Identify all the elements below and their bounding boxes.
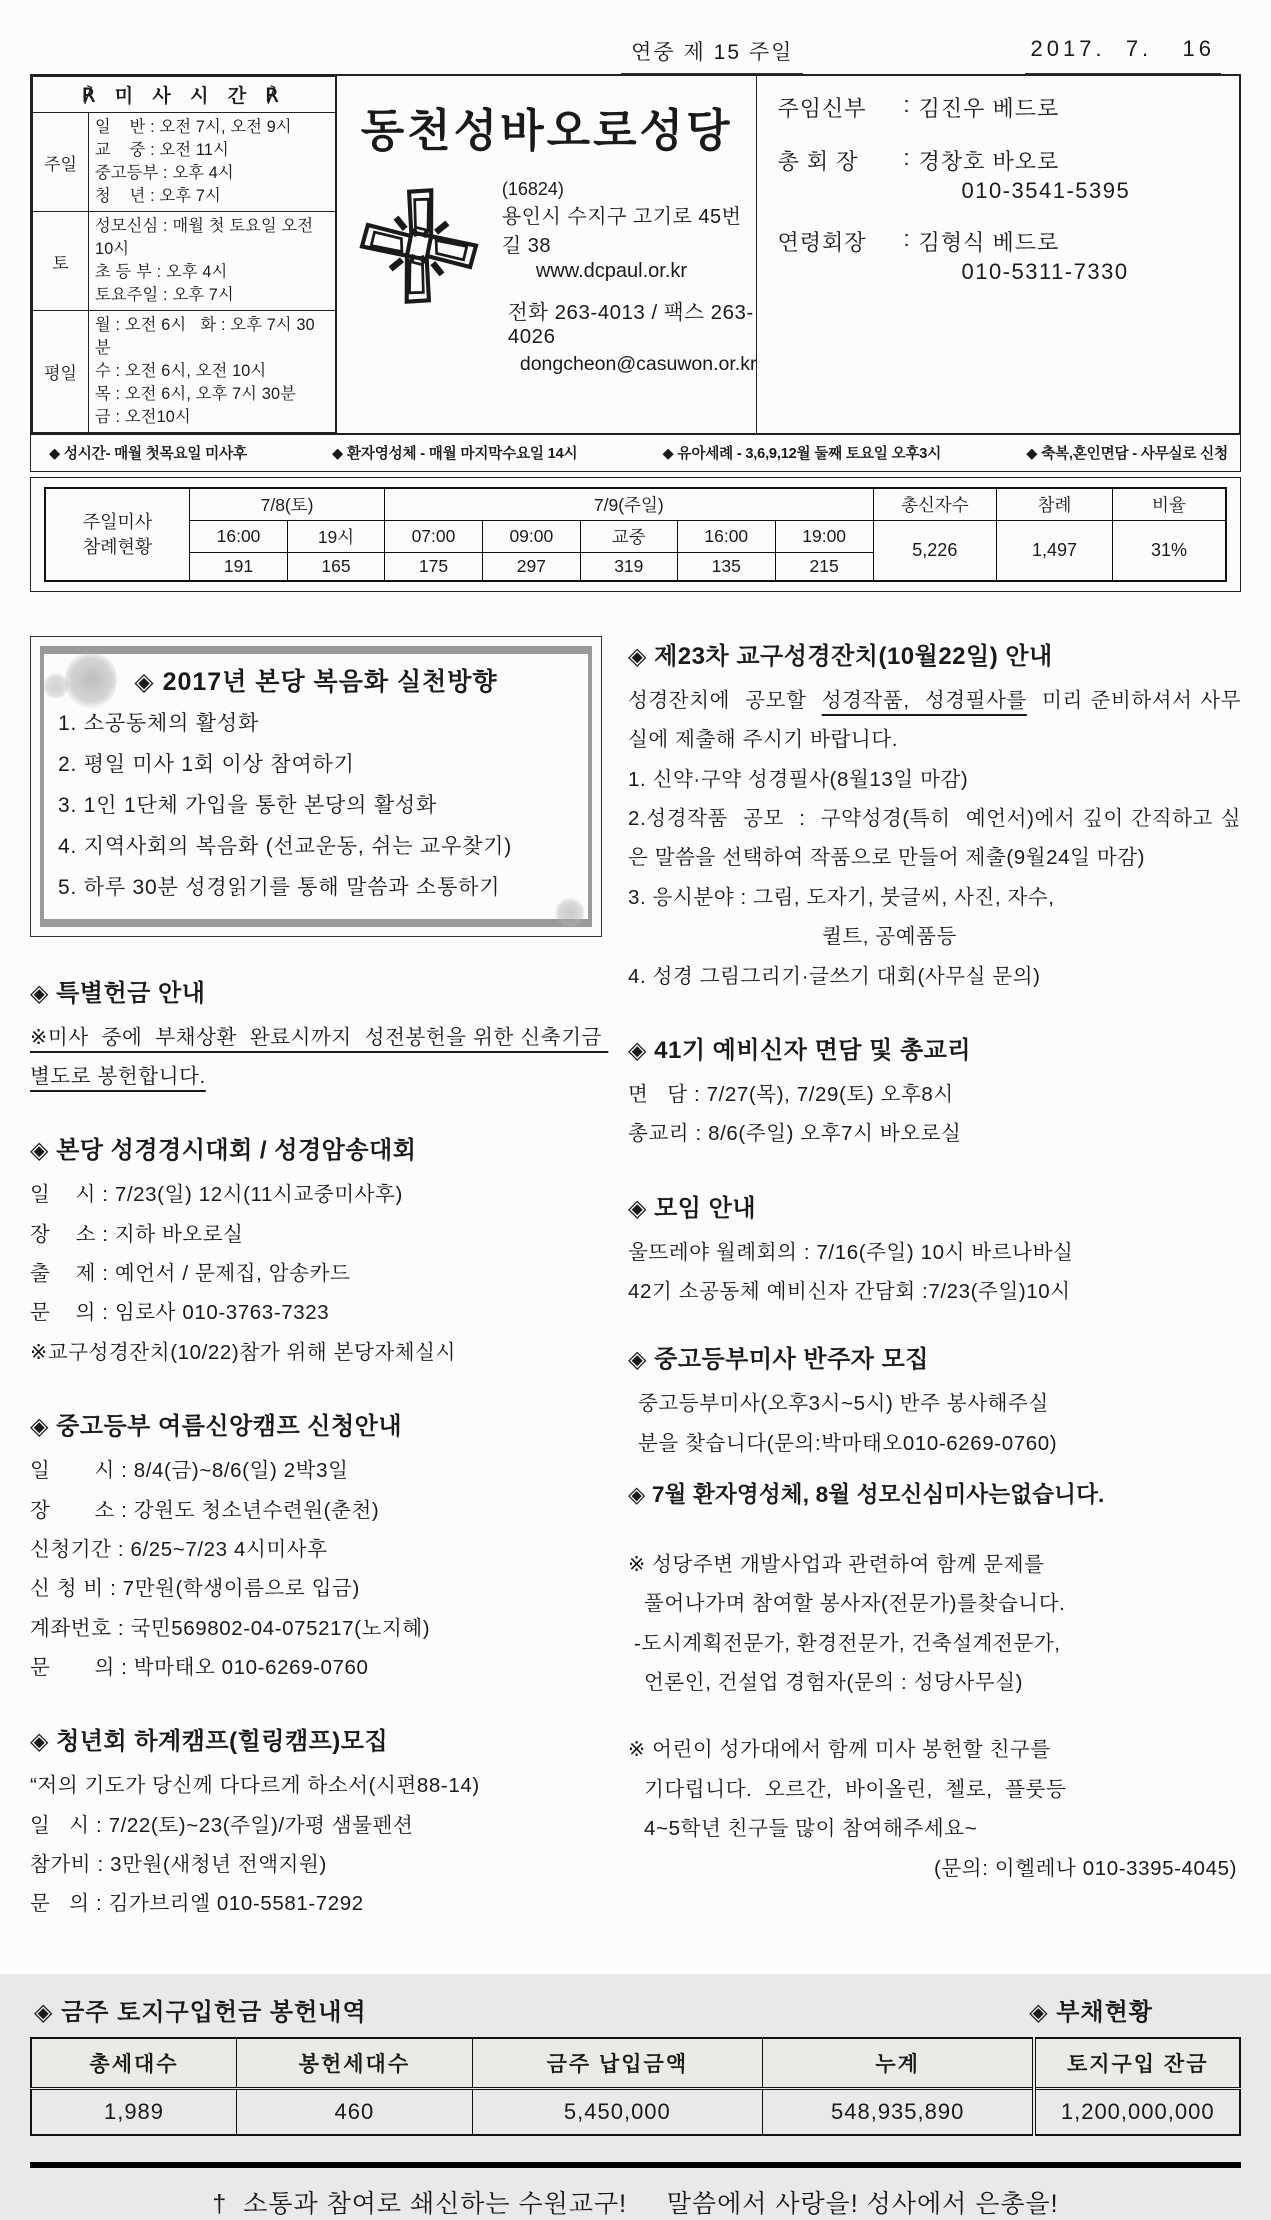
scan-artifact bbox=[43, 673, 69, 699]
masthead bbox=[30, 30, 1241, 74]
section-title: ◈ 청년회 하계캠프(힐링캠프)모집 bbox=[30, 1728, 389, 1756]
detail-line: “저의 기도가 당신께 다다르게 하소서(시편88-14) bbox=[30, 1774, 480, 1798]
section-diocese-bible-festival bbox=[628, 636, 1241, 996]
detail-line: 기다립니다. 오르간, 바이올린, 첼로, 플룻등 bbox=[644, 1777, 1067, 1801]
detail-line: -도시계획전문가, 환경전문가, 건축설계전문가, bbox=[634, 1631, 1061, 1655]
church-contact-info bbox=[502, 169, 757, 376]
section-title: ◈ 특별헌금 안내 bbox=[30, 979, 206, 1007]
mass-count: 165 bbox=[287, 553, 384, 582]
mass-time: 19:00 bbox=[775, 521, 873, 553]
fund-col-cumulative: 누계 bbox=[762, 2038, 1034, 2089]
staff-panel bbox=[757, 76, 1239, 433]
detail-line: 계좌번호 : 국민569802-04-075217(노지혜) bbox=[30, 1616, 431, 1640]
church-email: dongcheon@casuwon.or.kr bbox=[519, 353, 757, 375]
attendance-group-sat: 7/8(토) bbox=[190, 488, 385, 521]
attendance-group-sun: 7/9(주일) bbox=[385, 488, 874, 521]
section-title: ◈ 41기 예비신자 면담 및 총교리 bbox=[628, 1036, 972, 1064]
mass-time: 19시 bbox=[287, 521, 384, 553]
mass-count: 215 bbox=[775, 553, 873, 582]
mass-line: 금 : 오전10시 bbox=[95, 408, 191, 426]
mass-times-table bbox=[32, 76, 336, 433]
detail-line: 2.성경작품 공모 : 구약성경(특히 예언서)에서 깊이 간직하고 싶은 말씀을 선택하여 작품으로 만들어 제출(9월24일 마감) bbox=[628, 807, 1241, 870]
staff-role: 총 회 장 bbox=[777, 149, 859, 174]
fund-col-week-amount: 금주 납입금액 bbox=[472, 2038, 762, 2089]
staff-colon: : bbox=[903, 145, 911, 170]
mass-saturday-times bbox=[89, 212, 336, 311]
mass-line: 성모신심 : 매월 첫 토요일 오전 10시 bbox=[95, 217, 318, 258]
notice-item: ◆ 환자영성체 - 매월 마지막수요일 14시 bbox=[332, 446, 578, 462]
detail-line: 3. 응시분야 : 그림, 도자기, 붓글씨, 사진, 자수, bbox=[628, 885, 1055, 909]
notice-item: ◆ 축복,혼인면담 - 사무실로 신청 bbox=[1026, 446, 1228, 462]
detail-line: 퀼트, 공예품등 bbox=[821, 925, 957, 949]
attendance-table bbox=[44, 487, 1227, 582]
footer-rule bbox=[30, 2162, 1241, 2168]
mass-day-sunday: 주일 bbox=[33, 113, 89, 212]
mass-count: 135 bbox=[677, 553, 775, 582]
detail-line: 총교리 : 8/6(주일) 오후7시 바오로실 bbox=[628, 1122, 962, 1146]
detail-line: 문 의 : 김가브리엘 010-5581-7292 bbox=[30, 1892, 364, 1916]
mass-count: 175 bbox=[385, 553, 483, 582]
mass-line: 교 중 : 오전 11시 bbox=[95, 141, 229, 159]
staff-colon: : bbox=[903, 226, 911, 251]
mass-line: 청 년 : 오후 7시 bbox=[95, 187, 221, 205]
fund-col-households: 총세대수 bbox=[31, 2038, 237, 2089]
church-phone-fax: 전화 263-4013 / 팩스 263-4026 bbox=[507, 301, 754, 348]
liturgical-season: 연중 제 15 주일 bbox=[621, 36, 803, 74]
staff-role: 주임신부 bbox=[777, 96, 867, 121]
mass-line: 목 : 오전 6시, 오후 7시 30분 bbox=[95, 385, 297, 403]
special-offering-body: ※미사 중에 부채상환 완료시까지 성전봉헌을 위한 신축기금 별도로 봉헌합니다. bbox=[30, 1025, 609, 1089]
left-column bbox=[30, 636, 609, 1952]
detail-line: 일 시 : 7/23(일) 12시(11시교중미사후) bbox=[30, 1183, 403, 1207]
staff-name: 경창호 바오로 bbox=[918, 149, 1060, 174]
mass-times-panel bbox=[32, 76, 337, 433]
staff-colon: : bbox=[903, 92, 911, 117]
church-name: 동천성바오로성당 bbox=[360, 105, 733, 156]
no-mass-title: ◈ 7월 환자영성체, 8월 성모신심미사는없습니다. bbox=[628, 1482, 1105, 1508]
detail-line: 문 의 : 박마태오 010-6269-0760 bbox=[30, 1656, 369, 1679]
evangelization-item: 1. 소공동체의 활성화 bbox=[58, 712, 260, 735]
detail-line: ※ 어린이 성가대에서 함께 미사 봉헌할 친구를 bbox=[628, 1738, 1051, 1762]
detail-line: ※교구성경잔치(10/22)참가 위해 본당자체실시 bbox=[30, 1340, 456, 1364]
footer-slogan: † 소통과 참여로 쇄신하는 수원교구! 말씀에서 사랑을! 성사에서 은총을! bbox=[212, 2189, 1059, 2218]
detail-line: 참가비 : 3만원(새청년 전액지원) bbox=[30, 1853, 327, 1877]
detail-line: 42기 소공동체 예비신자 간담회 :7/23(주일)10시 bbox=[628, 1279, 1071, 1303]
section-title: ◈ 제23차 교구성경잔치(10월22일) 안내 bbox=[628, 643, 1053, 670]
mass-line: 일 반 : 오전 7시, 오전 9시 bbox=[95, 118, 292, 136]
fund-value-week-amount: 5,450,000 bbox=[472, 2088, 762, 2135]
festival-paragraph: 성경잔치에 공모할 성경작품, 성경필사를 미리 준비하셔서 사무실에 제출해 주시기 바랍니다. bbox=[628, 689, 1242, 752]
section-young-adult-camp bbox=[30, 1721, 602, 1923]
mass-count: 191 bbox=[190, 553, 288, 582]
postal-code: (16824) bbox=[501, 179, 564, 199]
section-youth-camp bbox=[30, 1406, 602, 1687]
detail-line: 4. 성경 그림그리기·글쓰기 대회(사무실 문의) bbox=[628, 964, 1041, 988]
mass-time: 16:00 bbox=[190, 521, 288, 553]
fund-value-households: 1,989 bbox=[31, 2088, 237, 2135]
section-special-offering bbox=[30, 973, 609, 1097]
scan-artifact bbox=[65, 651, 117, 709]
staff-entry-chair bbox=[777, 145, 1223, 204]
detail-line: 신 청 비 : 7만원(학생이름으로 입금) bbox=[30, 1577, 360, 1601]
col-total-members: 총신자수 bbox=[873, 488, 996, 521]
fund-value-donating-households: 460 bbox=[237, 2088, 473, 2135]
mass-weekday-times bbox=[89, 311, 336, 433]
section-evangelization bbox=[30, 636, 602, 937]
detail-line: 문 의 : 임로사 010-3763-7323 bbox=[30, 1301, 330, 1325]
notice-item: ◆ 성시간- 매월 첫목요일 미사후 bbox=[49, 446, 247, 462]
fund-col-donating-households: 봉헌세대수 bbox=[237, 2038, 473, 2089]
attendance-value: 1,497 bbox=[997, 521, 1113, 582]
church-address: 용인시 수지구 고기로 45번길 38 bbox=[501, 206, 742, 257]
detail-line: 중고등부미사(오후3시~5시) 반주 봉사해주실 bbox=[638, 1392, 1049, 1416]
total-members-value: 5,226 bbox=[873, 521, 996, 582]
attendance-panel bbox=[30, 477, 1241, 592]
ratio-value: 31% bbox=[1112, 521, 1226, 582]
section-bible-contest bbox=[30, 1130, 602, 1372]
col-ratio: 비율 bbox=[1112, 488, 1226, 521]
notice-item: ◆ 유아세례 - 3,6,9,12월 둘째 토요일 오후3시 bbox=[662, 446, 942, 462]
staff-name: 김진우 베드로 bbox=[918, 96, 1060, 121]
church-website: www.dcpaul.or.kr bbox=[535, 260, 688, 282]
fund-value-land-balance: 1,200,000,000 bbox=[1034, 2088, 1240, 2135]
detail-line: 출 제 : 예언서 / 문제집, 암송카드 bbox=[30, 1262, 351, 1286]
body-columns bbox=[30, 636, 1241, 1952]
detail-line: 신청기간 : 6/25~7/23 4시미사후 bbox=[30, 1537, 328, 1561]
section-title: ◈ 중고등부 여름신앙캠프 신청안내 bbox=[30, 1413, 403, 1441]
evangelization-item: 3. 1인 1단체 가입을 통한 본당의 활성화 bbox=[58, 793, 438, 817]
detail-line: 울뜨레야 월례회의 : 7/16(주일) 10시 바르나바실 bbox=[628, 1240, 1074, 1264]
mass-count: 297 bbox=[482, 553, 580, 582]
staff-role: 연령회장 bbox=[777, 230, 867, 255]
notice-strip bbox=[30, 435, 1241, 472]
scan-artifact bbox=[555, 898, 585, 928]
detail-line: 4~5학년 친구들 많이 참여해주세요~ bbox=[644, 1817, 978, 1841]
section-accompanist bbox=[628, 1339, 1241, 1463]
detail-line: 일 시 : 7/22(토)~23(주일)/가평 샘물펜션 bbox=[30, 1813, 414, 1837]
detail-line: 1. 신약·구약 성경필사(8월13일 마감) bbox=[628, 767, 969, 791]
debt-status-title: ◈ 부채현황 bbox=[1029, 1998, 1153, 2026]
mass-time: 교중 bbox=[580, 521, 677, 553]
cross-logo-icon bbox=[355, 177, 483, 315]
attendance-row-label: 주일미사 참례현황 bbox=[45, 488, 190, 581]
choir-contact: (문의: 이헬레나 010-3395-4045) bbox=[933, 1856, 1237, 1880]
mass-sunday-times bbox=[89, 113, 336, 212]
mass-count: 319 bbox=[580, 553, 677, 582]
church-identity-row bbox=[337, 169, 757, 376]
fund-table bbox=[30, 2037, 1241, 2136]
staff-phone: 010-5311-7330 bbox=[961, 259, 1129, 284]
evangelization-item: 5. 하루 30분 성경읽기를 통해 말씀과 소통하기 bbox=[58, 875, 501, 899]
detail-line: ※ 성당주변 개발사업과 관련하여 함께 문제를 bbox=[628, 1553, 1045, 1577]
evangelization-item: 2. 평일 미사 1회 이상 참여하기 bbox=[58, 752, 355, 776]
mass-line: 토요주일 : 오후 7시 bbox=[95, 286, 234, 304]
detail-line: 분을 찾습니다(문의:박마태오010-6269-0760) bbox=[638, 1431, 1058, 1455]
detail-line: 면 담 : 7/27(목), 7/29(토) 오후8시 bbox=[628, 1082, 954, 1106]
staff-phone: 010-3541-5395 bbox=[961, 178, 1131, 203]
church-identity bbox=[337, 76, 758, 433]
mass-time: 16:00 bbox=[677, 521, 775, 553]
land-fund-title: ◈ 금주 토지구입헌금 봉헌내역 bbox=[34, 1998, 367, 2026]
evangelization-item: 4. 지역사회의 복음화 (선교운동, 쉬는 교우찾기) bbox=[58, 834, 513, 858]
detail-line: 장 소 : 지하 바오로실 bbox=[30, 1222, 244, 1246]
mass-line: 월 : 오전 6시 화 : 오후 7시 30분 bbox=[95, 316, 315, 357]
mass-time: 07:00 bbox=[385, 521, 483, 553]
mass-day-saturday: 토 bbox=[33, 212, 89, 311]
staff-entry-pastor bbox=[777, 92, 1223, 123]
right-column bbox=[602, 636, 1241, 1952]
church-logo bbox=[337, 169, 502, 376]
mass-day-weekday: 평일 bbox=[33, 311, 89, 433]
section-title: ◈ 모임 안내 bbox=[628, 1194, 757, 1222]
section-volunteers bbox=[628, 1545, 1241, 1702]
staff-name: 김형식 베드로 bbox=[918, 230, 1060, 255]
section-catechumen bbox=[628, 1030, 1241, 1154]
mass-time: 09:00 bbox=[482, 521, 580, 553]
bulletin-date: 2017. 7. 16 bbox=[1025, 36, 1221, 74]
masthead-spacer bbox=[40, 36, 400, 74]
section-children-choir bbox=[628, 1730, 1241, 1887]
section-no-mass-notice bbox=[628, 1477, 1241, 1509]
mass-line: 수 : 오전 6시, 오전 10시 bbox=[95, 362, 267, 380]
fund-value-cumulative: 548,935,890 bbox=[762, 2088, 1034, 2135]
underlined-phrase: 성경작품, 성경필사를 bbox=[821, 689, 1027, 712]
fund-col-land-balance: 토지구입 잔금 bbox=[1034, 2038, 1240, 2089]
detail-line: 일 시 : 8/4(금)~8/6(일) 2박3일 bbox=[30, 1459, 349, 1483]
bottom-section bbox=[30, 1992, 1241, 2136]
mass-line: 중고등부 : 오후 4시 bbox=[95, 164, 234, 182]
detail-line: 언론인, 건설업 경험자(문의 : 성당사무실) bbox=[644, 1671, 1024, 1695]
section-title: ◈ 본당 성경경시대회 / 성경암송대회 bbox=[30, 1137, 417, 1165]
evangelization-title: ◈ 2017년 본당 복음화 실천방향 bbox=[134, 668, 498, 696]
staff-entry-senior bbox=[777, 226, 1223, 285]
header bbox=[30, 74, 1241, 435]
section-title: ◈ 중고등부미사 반주자 모집 bbox=[628, 1346, 929, 1374]
section-meetings bbox=[628, 1188, 1241, 1312]
mass-times-title: ℟ 미 사 시 간 ℟ bbox=[33, 77, 336, 113]
mass-line: 초 등 부 : 오후 4시 bbox=[95, 263, 228, 281]
detail-line: 풀어나가며 참여할 봉사자(전문가)를찾습니다. bbox=[644, 1592, 1066, 1616]
col-attendance: 참례 bbox=[997, 488, 1113, 521]
detail-line: 장 소 : 강원도 청소년수련원(춘천) bbox=[30, 1498, 380, 1522]
